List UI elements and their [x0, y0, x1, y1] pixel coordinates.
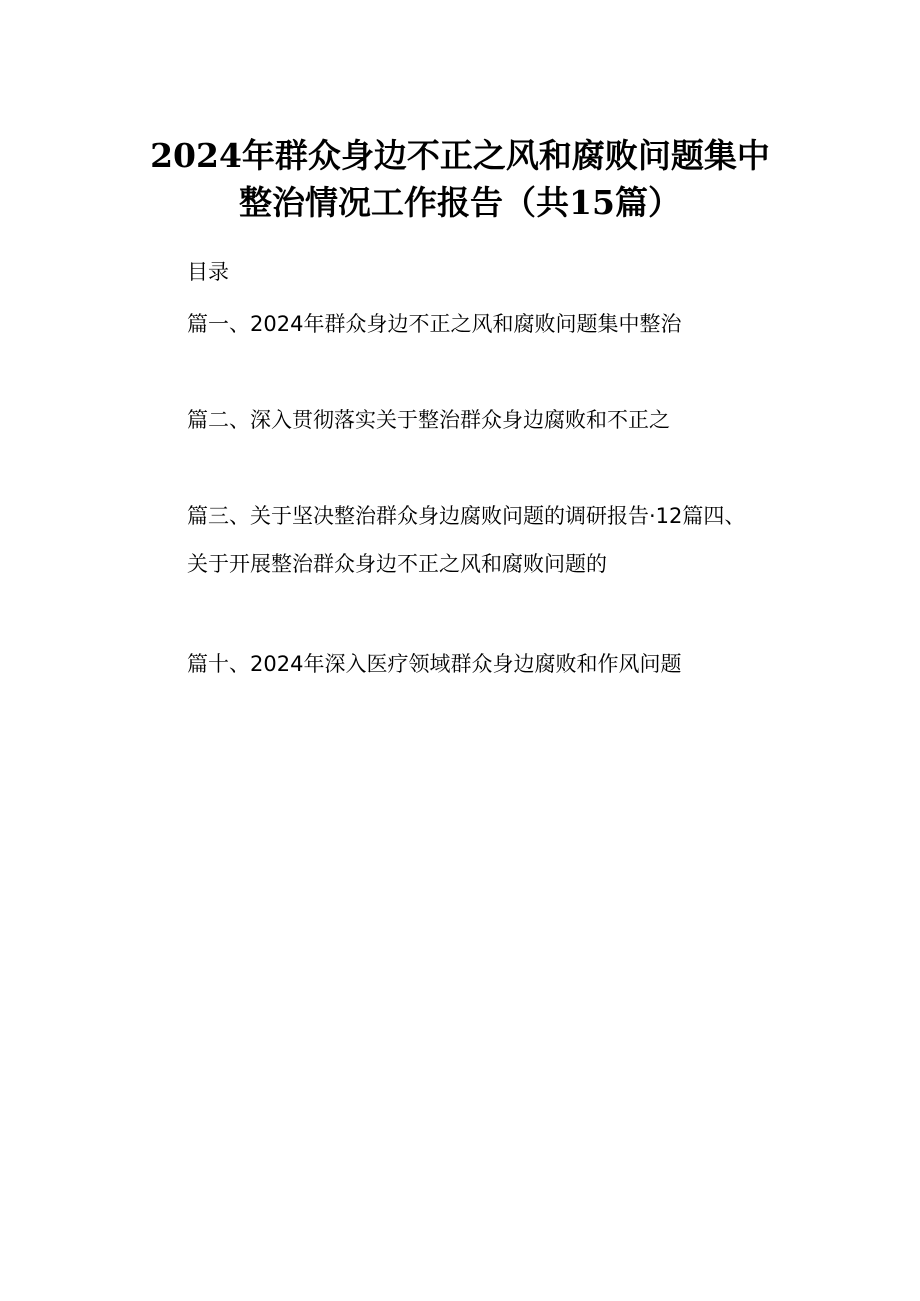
toc-heading: 目录	[187, 260, 229, 284]
toc-entry[interactable]: 篇一、2024年群众身边不正之风和腐败问题集中整治	[187, 312, 682, 336]
toc-entry[interactable]: 篇三、关于坚决整治群众身边腐败问题的调研报告·12篇四、	[187, 504, 746, 528]
document-title-line-1: 2024年群众身边不正之风和腐败问题集中	[150, 136, 770, 175]
toc-entry[interactable]: 关于开展整治群众身边不正之风和腐败问题的	[187, 552, 607, 576]
toc-entry[interactable]: 篇十、2024年深入医疗领域群众身边腐败和作风问题	[187, 652, 682, 676]
toc-entry[interactable]: 篇二、深入贯彻落实关于整治群众身边腐败和不正之	[187, 408, 670, 432]
document-title-line-2: 整治情况工作报告（共15篇）	[239, 183, 681, 222]
